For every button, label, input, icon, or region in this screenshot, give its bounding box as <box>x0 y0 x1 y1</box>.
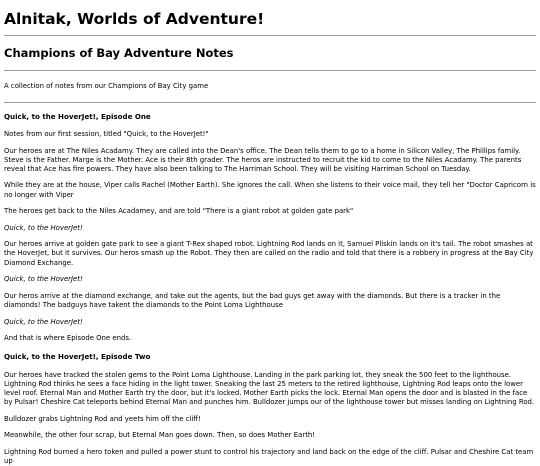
site-title: Alnitak, Worlds of Adventure! <box>4 10 265 28</box>
episode-paragraph: Lightning Rod burned a hero token and pulled a power stunt to control his trajectory and land back on the edge of the cliff. Pulsar and Cheshire Cat team up <box>4 447 534 466</box>
episode-paragraph: Notes from our first session, titled "Quick, to the HoverJet!" <box>4 130 209 138</box>
page-title: Champions of Bay Adventure Notes <box>4 45 234 60</box>
episode-quote: Quick, to the HoverJet! <box>4 223 83 232</box>
episode-quote: Quick, to the HoverJet! <box>4 275 83 284</box>
episode-paragraph: Our heroes are at The Niles Acadamy. They are called into the Dean's office. The Dean tells them to go to a home in Silicon Valley, The Phillips family. Steve is the Father. Marge is the Mother. Ace is their 8th grader. The heros are instructed to recruit the kid to come to the Niles Acadamy. The parents reveal that Ace has fire powers. They have also been talking to The Harriman School. They will be visiting Harriman School on Tuesday. <box>4 146 522 173</box>
episode-heading: Quick, to the HoverJet!, Episode Two <box>4 352 151 362</box>
episode-paragraph: The heroes get back to the Niles Acadamey, and are told "There is a giant robot at golden gate park" <box>4 207 354 216</box>
title-divider <box>4 35 536 36</box>
episode-heading: Quick, to the HoverJet!, Episode One <box>4 111 151 121</box>
episode-paragraph: Our heroes have tracked the stolen gems to the Point Loma Lighthouse. Landing in the park parking lot, they sneak the 500 feet to the lighthouse. Lightning Rod thinks he sees a face hiding in the light tower. Sneaking the last 25 meters to the retired lighthouse, Lightning Rod leaps onto the lower level roof. Eternal Man and Mother Earth try the door, but it's locked. Mother Earth picks the lock. Eternal Man opens the door and is blasted in the face by Pulsar! Cheshire Cat teleports behind Eternal Man and punches him. Bulldozer jumps our of the lighthouse tower but misses landing on Lightning Rod. <box>4 370 535 407</box>
episode-two-section <box>4 353 536 466</box>
episode-one-section <box>4 113 536 344</box>
episode-paragraph: And that is where Episode One ends. <box>4 334 132 343</box>
episode-paragraph: Bulldozer grabs Lightning Rod and yeets him off the cliff! <box>4 414 201 423</box>
intro-text: A collection of notes from our Champions of Bay City game <box>4 82 209 91</box>
episode-paragraph: Our heroes arrive at golden gate park to see a giant T-Rex shaped robot. Lightning Rod lands on it, Samuel Pliskin lands on it's tail. The robot smashes at the HoverJet, but it survives. Our heros smash up the Robot. They then are called on the radio and told that there is a robbery in progress at the Bay City Diamond Exchange. <box>4 240 534 267</box>
episode-paragraph: Our heros arrive at the diamond exchange, and take out the agents, but the bad guys get away with the diamonds. But there is a tracker in the diamonds! The badguys have takent the diamonds to the Point Loma Lighthouse <box>4 291 501 309</box>
episode-paragraph: While they are at the house, Viper calls Rachel (Mother Earth). She ignores the call. When she listens to their voice mail, they tell her "Doctor Capricorn is no longer with Viper <box>4 181 536 199</box>
episode-quote: Quick, to the HoverJet! <box>4 317 83 326</box>
episode-paragraph: Meanwhile, the other four scrap, but Eternal Man goes down. Then, so does Mother Earth! <box>4 431 316 440</box>
page-title-divider <box>4 70 536 71</box>
intro-divider <box>4 102 536 103</box>
